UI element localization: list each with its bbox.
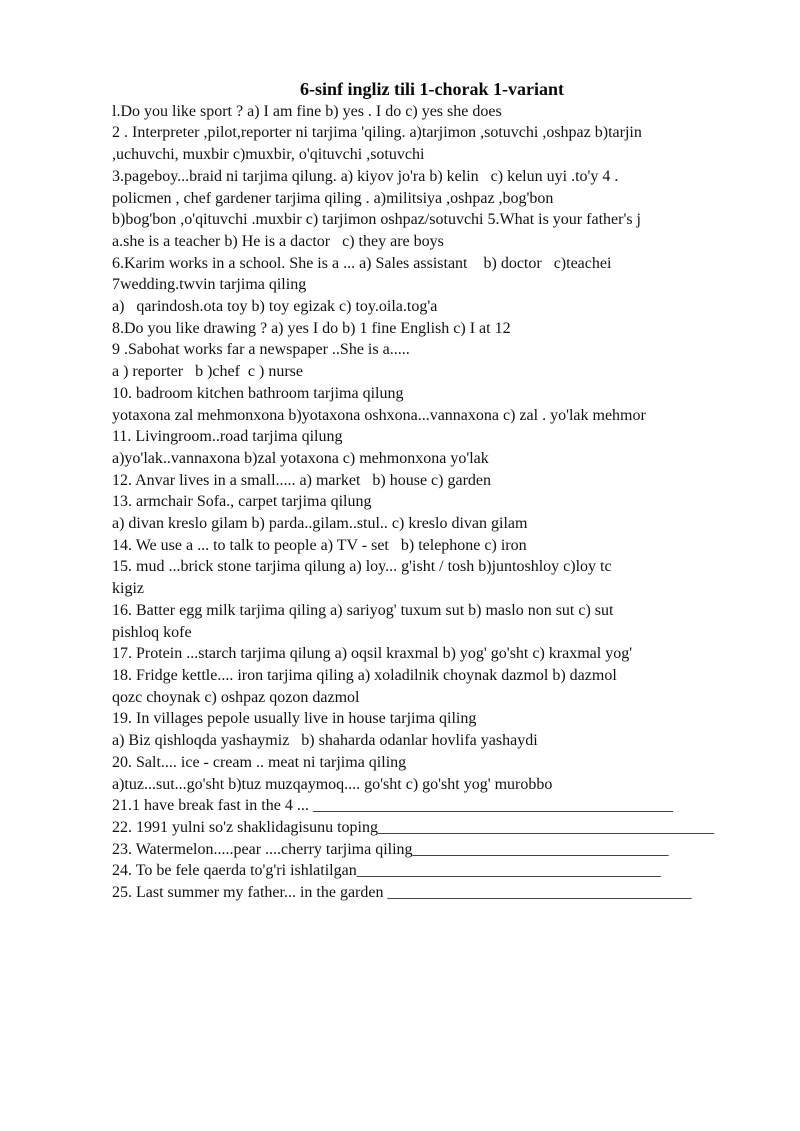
document-line: 22. 1991 yulni so'z shaklidagisunu toping__________________________________________ xyxy=(112,818,714,836)
document-line: a.she is a teacher b) He is a dactor c) they are boys xyxy=(112,232,444,250)
document-line: yotaxona zal mehmonxona b)yotaxona oshxona...vannaxona c) zal . yo'lak mehmor xyxy=(112,406,646,424)
document-line: pishloq kofe xyxy=(112,623,192,641)
document-line: 7wedding.twvin tarjima qiling xyxy=(112,276,307,294)
document-line: 15. mud ...brick stone tarjima qilung a) loy... g'isht / tosh b)juntoshloy c)loy tc xyxy=(112,558,612,576)
document-line: 13. armchair Sofa., carpet tarjima qilung xyxy=(112,493,372,511)
document-line: 2 . Interpreter ,pilot,reporter ni tarjima 'qiling. a)tarjimon ,sotuvchi ,oshpaz b)tarjin xyxy=(112,124,642,142)
document-line: policmen , chef gardener tarjima qiling . a)militsiya ,oshpaz ,bog'bon xyxy=(112,189,554,207)
document-line: a) divan kreslo gilam b) parda..gilam..stul.. c) kreslo divan gilam xyxy=(112,515,528,533)
document-line: 16. Batter egg milk tarjima qiling a) sariyog' tuxum sut b) maslo non sut c) sut xyxy=(112,601,614,619)
document-line: 8.Do you like drawing ? a) yes I do b) 1 fine English c) I at 12 xyxy=(112,319,511,337)
document-line: 11. Livingroom..road tarjima qilung xyxy=(112,428,343,446)
document-line: 21.1 have break fast in the 4 ... _____________________________________________ xyxy=(112,797,673,815)
document-line: 20. Salt.... ice - cream .. meat ni tarjima qiling xyxy=(112,753,407,771)
document-line: 6.Karim works in a school. She is a ... a) Sales assistant b) doctor c)teachei xyxy=(112,254,612,272)
document-content xyxy=(112,79,752,904)
document-line: 19. In villages pepole usually live in house tarjima qiling xyxy=(112,710,477,728)
document-line: 3.pageboy...braid ni tarjima qilung. a) kiyov jo'ra b) kelin c) kelun uyi .to'y 4 . xyxy=(112,167,619,185)
document-line: a)tuz...sut...go'sht b)tuz muzqaymoq.... go'sht c) go'sht yog' murobbo xyxy=(112,775,553,793)
document-line: a ) reporter b )chef c ) nurse xyxy=(112,363,304,381)
document-line: qozc choynak c) oshpaz qozon dazmol xyxy=(112,688,360,706)
document-line: 10. badroom kitchen bathroom tarjima qilung xyxy=(112,384,404,402)
document-line: 14. We use a ... to talk to people a) TV - set b) telephone c) iron xyxy=(112,536,527,554)
document-line: a)yo'lak..vannaxona b)zal yotaxona c) mehmonxona yo'lak xyxy=(112,449,489,467)
document-line: b)bog'bon ,o'qituvchi .muxbir c) tarjimon oshpaz/sotuvchi 5.What is your father's j xyxy=(112,211,641,229)
document-line: 24. To be fele qaerda to'g'ri ishlatilgan______________________________________ xyxy=(112,862,661,880)
document-line: 9 .Sabohat works far a newspaper ..She is a..... xyxy=(112,341,410,359)
document-line: ,uchuvchi, muxbir c)muxbir, o'qituvchi ,sotuvchi xyxy=(112,146,425,164)
document-line: a) qarindosh.ota toy b) toy egizak c) toy.oila.tog'a xyxy=(112,298,438,316)
document-line: 23. Watermelon.....pear ....cherry tarjima qiling________________________________ xyxy=(112,840,669,858)
document-line: 18. Fridge kettle.... iron tarjima qiling a) xoladilnik choynak dazmol b) dazmol xyxy=(112,666,617,684)
document-line: a) Biz qishloqda yashaymiz b) shaharda odanlar hovlifa yashaydi xyxy=(112,732,538,750)
document-line: l.Do you like sport ? a) I am fine b) yes . I do c) yes she does xyxy=(112,102,502,120)
document-line: 12. Anvar lives in a small..... a) market b) house c) garden xyxy=(112,471,491,489)
document-line: 17. Protein ...starch tarjima qilung a) oqsil kraxmal b) yog' go'sht c) kraxmal yog' xyxy=(112,645,633,663)
document-line: 25. Last summer my father... in the garden ______________________________________ xyxy=(112,884,692,902)
document-line: kigiz xyxy=(112,580,144,598)
document-title: 6-sinf ingliz tili 1-chorak 1-variant xyxy=(300,79,564,99)
